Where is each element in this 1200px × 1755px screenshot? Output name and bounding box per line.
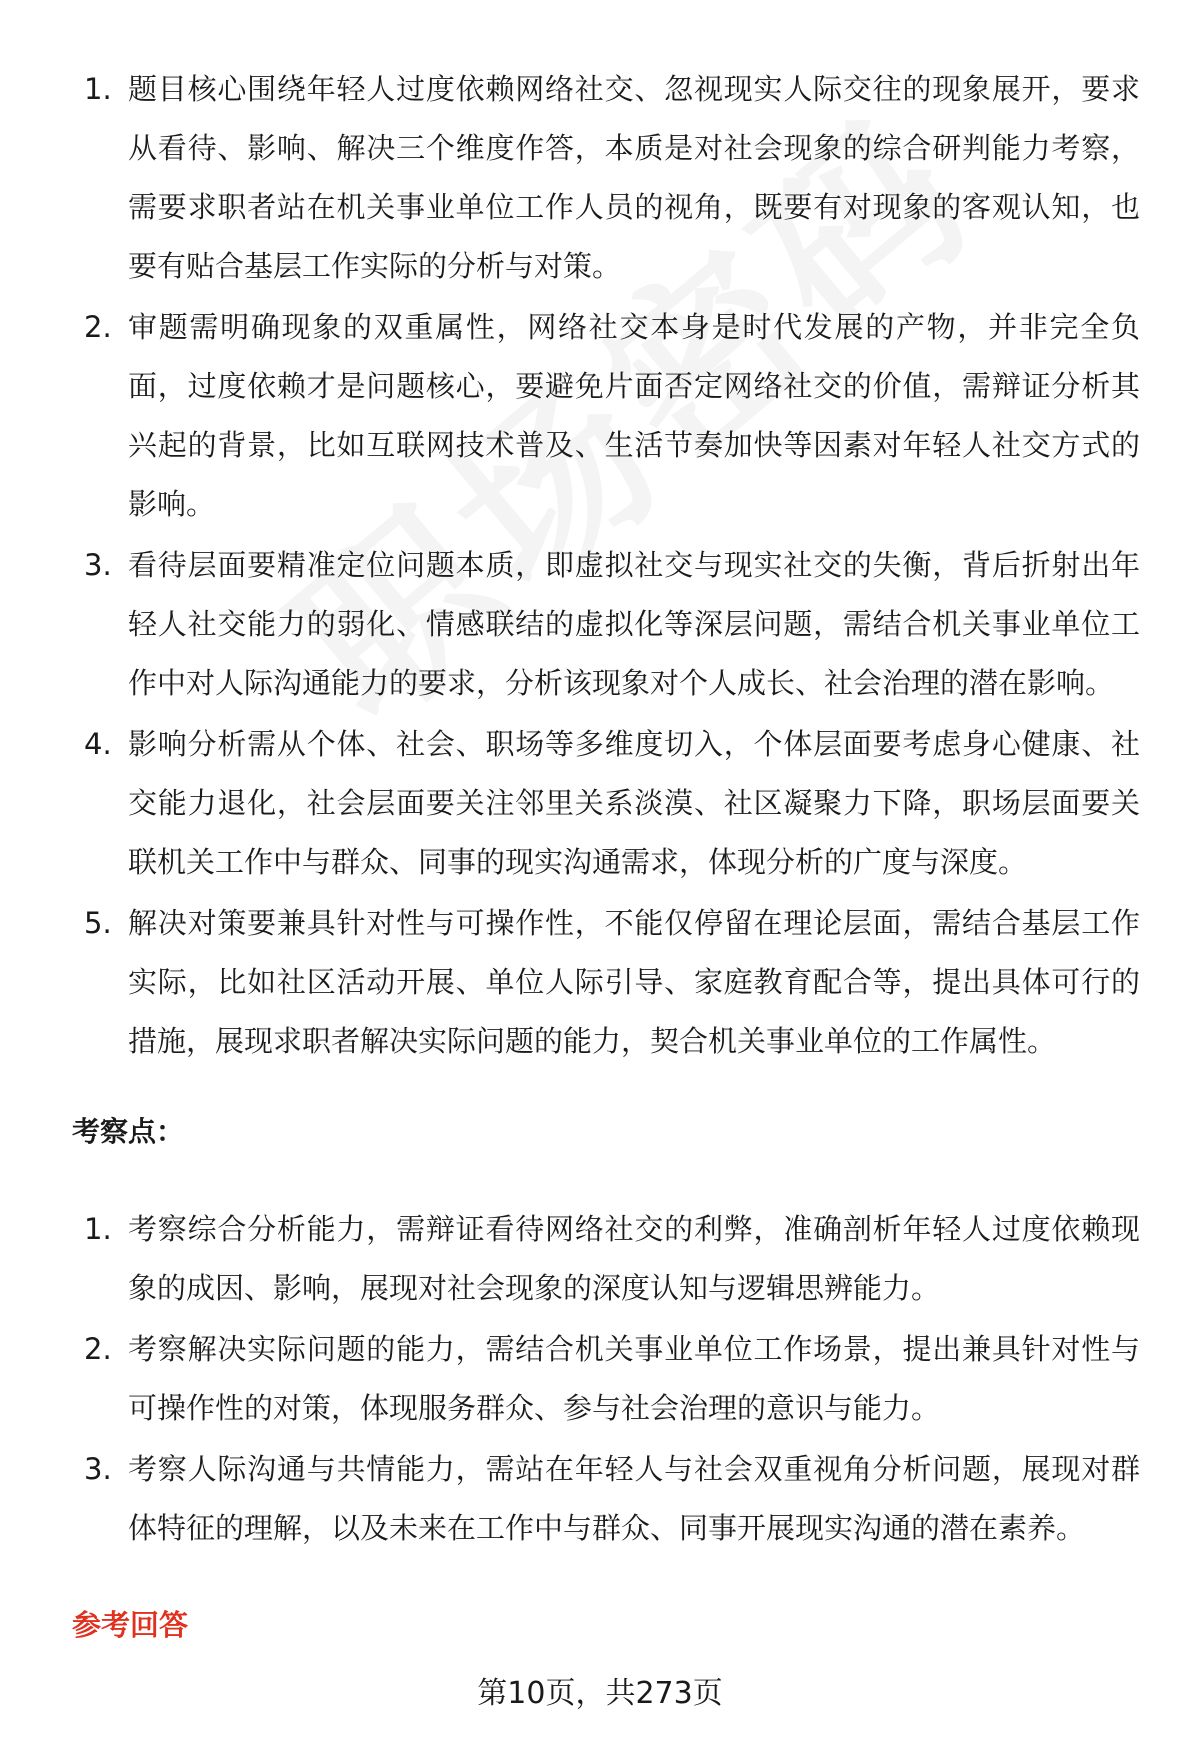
intro-list bbox=[0, 60, 1140, 1073]
section-heading-focus: 考察点： bbox=[72, 1115, 185, 1148]
list-item-text: 考察人际沟通与共情能力，需站在年轻人与社会双重视角分析问题，展现对群体特征的理解，以及未来在工作中与群众、同事开展现实沟通的潜在素养。 bbox=[128, 1452, 1140, 1545]
list-item bbox=[0, 60, 1140, 296]
list-item-number: 4. bbox=[84, 727, 112, 761]
list-item-number: 1. bbox=[84, 72, 112, 106]
list-item bbox=[0, 536, 1140, 713]
list-item-number: 1. bbox=[84, 1212, 112, 1246]
list-item bbox=[0, 1320, 1140, 1438]
list-item-text: 看待层面要精准定位问题本质，即虚拟社交与现实社交的失衡，背后折射出年轻人社交能力的弱化、情感联结的虚拟化等深层问题，需结合机关事业单位工作中对人际沟通能力的要求，分析该现象对个人成长、社会治理的潜在影响。 bbox=[128, 548, 1140, 700]
list-item bbox=[0, 1200, 1140, 1318]
list-item-text: 考察解决实际问题的能力，需结合机关事业单位工作场景，提出兼具针对性与可操作性的对策，体现服务群众、参与社会治理的意识与能力。 bbox=[128, 1332, 1140, 1425]
focus-list bbox=[0, 1200, 1140, 1560]
list-item-text: 考察综合分析能力，需辩证看待网络社交的利弊，准确剖析年轻人过度依赖现象的成因、影响，展现对社会现象的深度认知与逻辑思辨能力。 bbox=[128, 1212, 1140, 1305]
list-item-text: 解决对策要兼具针对性与可操作性，不能仅停留在理论层面，需结合基层工作实际，比如社区活动开展、单位人际引导、家庭教育配合等，提出具体可行的措施，展现求职者解决实际问题的能力，契合机关事业单位的工作属性。 bbox=[128, 906, 1140, 1058]
list-item bbox=[0, 1440, 1140, 1558]
list-item-number: 3. bbox=[84, 548, 112, 582]
list-item-number: 2. bbox=[84, 1332, 112, 1366]
list-item-number: 5. bbox=[84, 906, 112, 940]
list-item-text: 题目核心围绕年轻人过度依赖网络社交、忽视现实人际交往的现象展开，要求从看待、影响、解决三个维度作答，本质是对社会现象的综合研判能力考察，需要求职者站在机关事业单位工作人员的视角，既要有对现象的客观认知，也要有贴合基层工作实际的分析与对策。 bbox=[128, 72, 1140, 283]
section-heading-reference-answer: 参考回答 bbox=[72, 1608, 189, 1642]
list-item-text: 影响分析需从个体、社会、职场等多维度切入，个体层面要考虑身心健康、社交能力退化，社会层面要关注邻里关系淡漠、社区凝聚力下降，职场层面要关联机关工作中与群众、同事的现实沟通需求，体现分析的广度与深度。 bbox=[128, 727, 1140, 879]
list-item bbox=[0, 298, 1140, 534]
list-item bbox=[0, 894, 1140, 1071]
list-item-number: 2. bbox=[84, 310, 112, 344]
list-item-number: 3. bbox=[84, 1452, 112, 1486]
list-item-text: 审题需明确现象的双重属性，网络社交本身是时代发展的产物，并非完全负面，过度依赖才是问题核心，要避免片面否定网络社交的价值，需辩证分析其兴起的背景，比如互联网技术普及、生活节奏加快等因素对年轻人社交方式的影响。 bbox=[128, 310, 1140, 521]
page-number: 第10页，共273页 bbox=[477, 1676, 723, 1711]
list-item bbox=[0, 715, 1140, 892]
